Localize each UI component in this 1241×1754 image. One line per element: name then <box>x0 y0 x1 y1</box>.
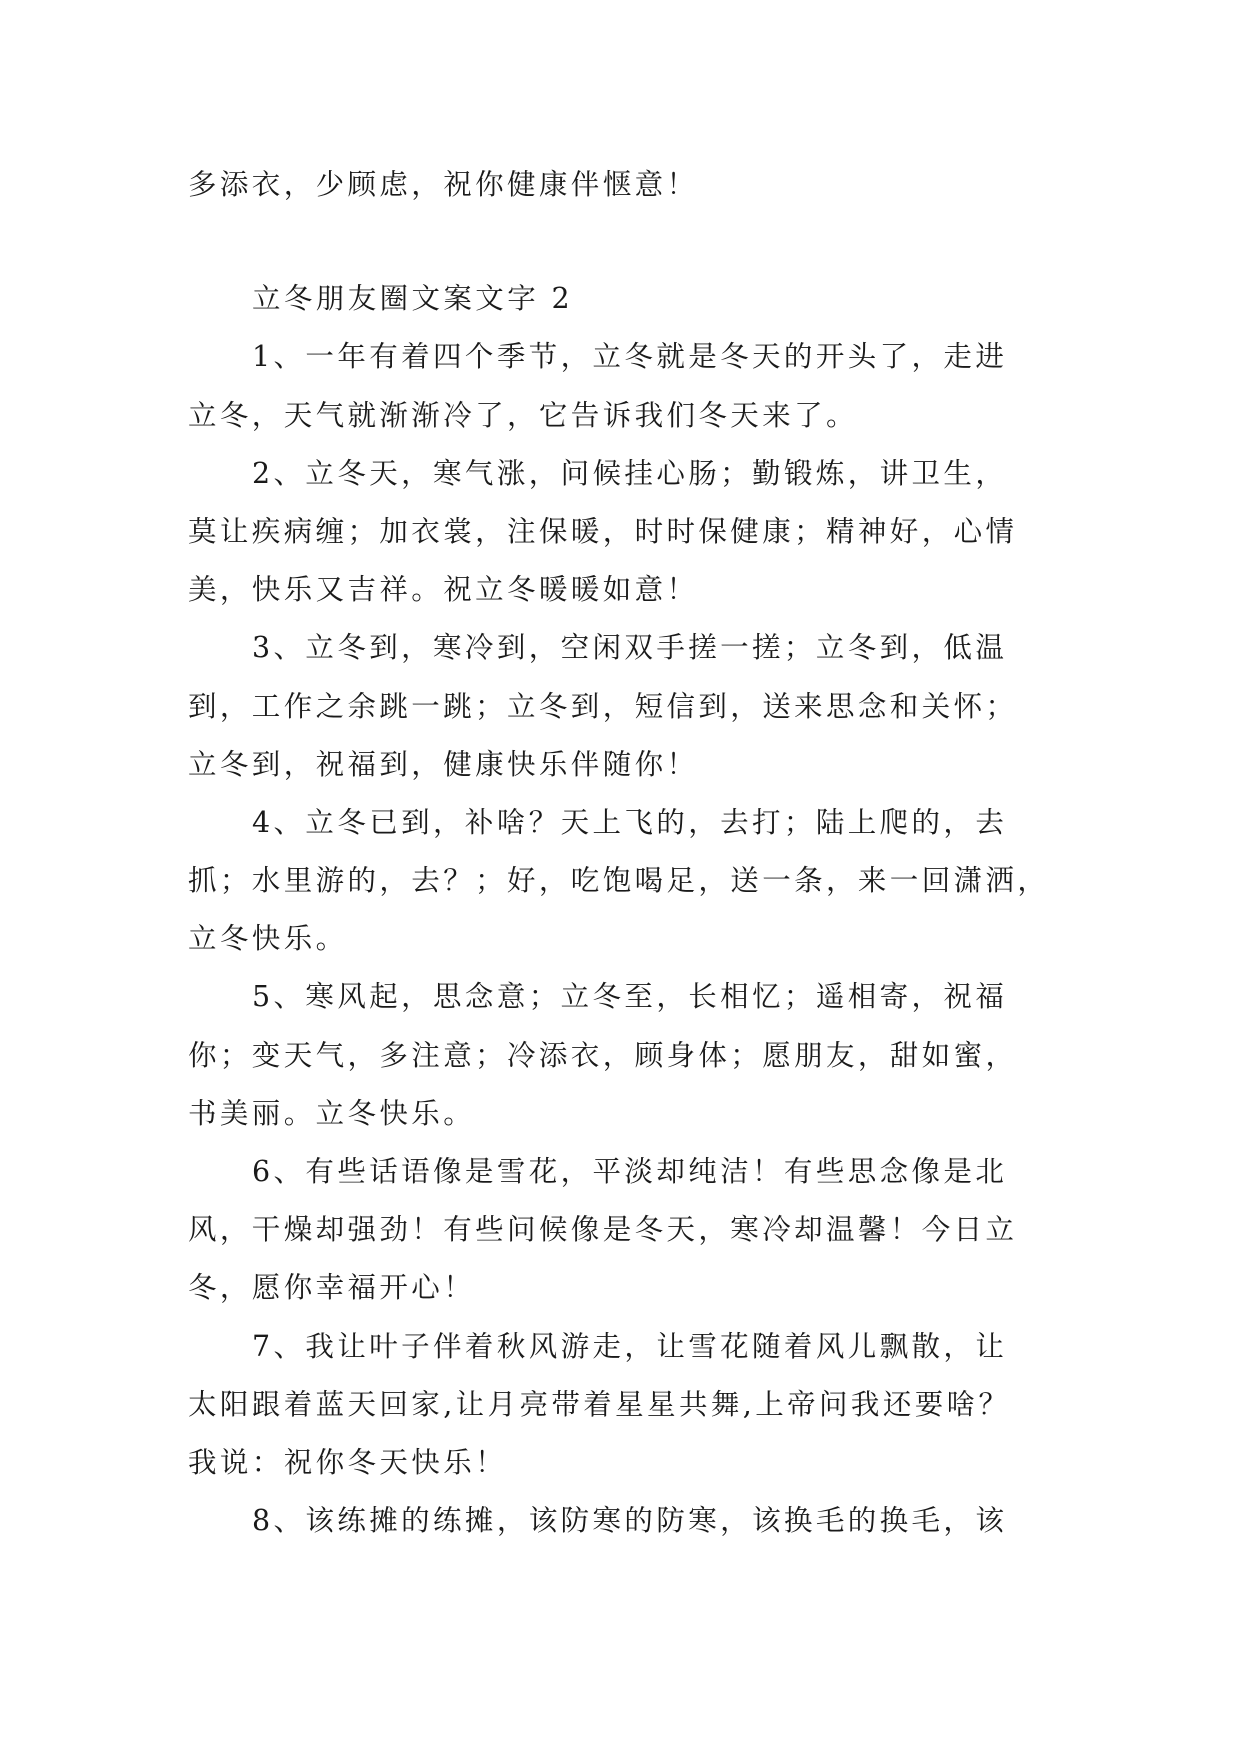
section-title-text: 立冬朋友圈文案文字 2 <box>252 282 574 316</box>
paragraph-1 <box>188 328 1058 444</box>
paragraph-3 <box>188 619 1058 794</box>
text-line: 5、寒风起，思念意；立冬至，长相忆；遥相寄，祝福 <box>252 980 1008 1014</box>
text-line: 太阳跟着蓝天回家,让月亮带着星星共舞,上帝问我还要啥？ <box>188 1387 1011 1421</box>
text-line: 多添衣，少顾虑，祝你健康伴惬意！ <box>188 168 699 201</box>
paragraph-2 <box>188 445 1058 620</box>
text-line: 书美丽。立冬快乐。 <box>188 1096 476 1130</box>
paragraph-8 <box>188 1492 1058 1550</box>
text-line: 6、有些话语像是雪花，平淡却纯洁！有些思念像是北 <box>252 1155 1008 1188</box>
text-line: 3、立冬到，寒冷到，空闲双手搓一搓；立冬到，低温 <box>252 631 1008 665</box>
text-line: 1、一年有着四个季节，立冬就是冬天的开头了，走进 <box>252 340 1008 374</box>
text-line: 到，工作之余跳一跳；立冬到，短信到，送来思念和关怀； <box>188 689 1018 723</box>
text-line: 莫让疾病缠；加衣裳，注保暖，时时保健康；精神好，心情 <box>188 514 1018 548</box>
paragraph-6 <box>188 1143 1058 1318</box>
text-line: 抓；水里游的，去？；好，吃饱喝足，送一条，来一回潇洒， <box>188 864 1050 898</box>
text-line: 美，快乐又吉祥。祝立冬暖暖如意！ <box>188 573 699 607</box>
text-line: 4、立冬已到，补啥？天上飞的，去打；陆上爬的，去 <box>252 805 1008 839</box>
text-line: 你；变天气，多注意；冷添衣，顾身体；愿朋友，甜如蜜， <box>188 1038 1018 1072</box>
text-line: 我说：祝你冬天快乐！ <box>188 1445 508 1479</box>
paragraph-7 <box>188 1318 1058 1493</box>
text-line: 2、立冬天，寒气涨，问候挂心肠；勤锻炼，讲卫生， <box>252 456 1008 490</box>
section-title <box>188 270 1058 328</box>
paragraph-5 <box>188 968 1058 1143</box>
intro-paragraph <box>188 156 1058 214</box>
document-body <box>188 156 1058 1550</box>
text-line: 7、我让叶子伴着秋风游走，让雪花随着风儿飘散，让 <box>252 1329 1008 1363</box>
paragraph-4 <box>188 794 1058 969</box>
text-line: 立冬，天气就渐渐冷了，它告诉我们冬天来了。 <box>188 398 858 432</box>
text-line: 立冬到，祝福到，健康快乐伴随你！ <box>188 747 699 781</box>
text-line: 风，干燥却强劲！有些问候像是冬天，寒冷却温馨！今日立 <box>188 1213 1018 1247</box>
text-line: 立冬快乐。 <box>188 922 348 956</box>
text-line: 冬，愿你幸福开心！ <box>188 1271 476 1305</box>
text-line: 8、该练摊的练摊，该防寒的防寒，该换毛的换毛，该 <box>252 1504 1008 1538</box>
